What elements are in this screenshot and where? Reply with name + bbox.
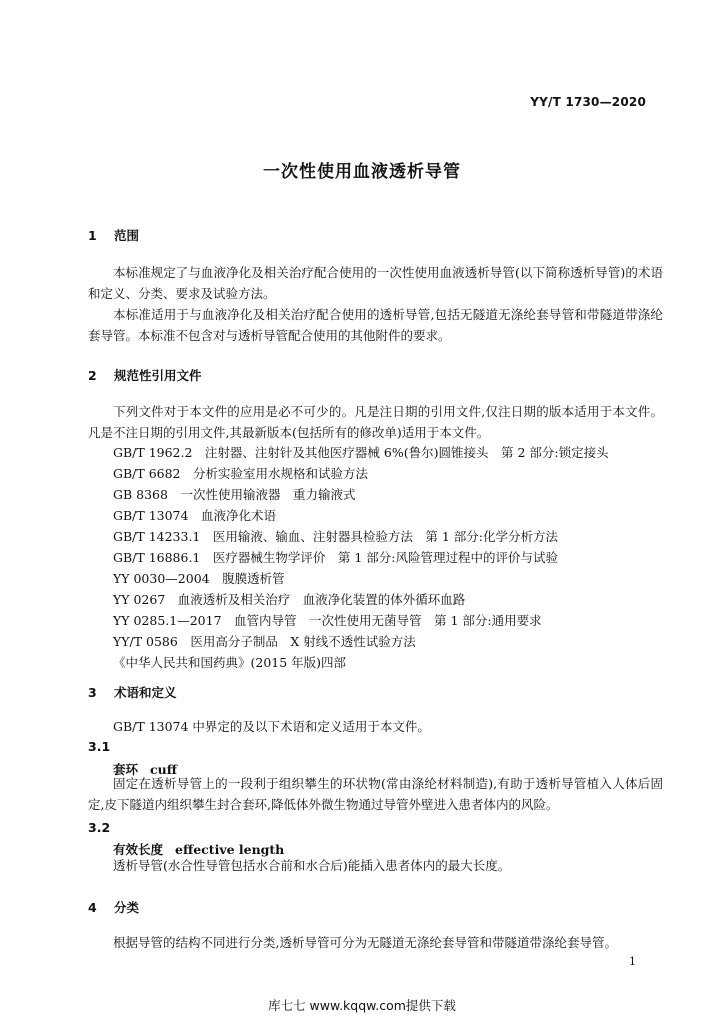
term-number: 3.1 <box>88 739 111 754</box>
reference-item: GB/T 16886.1 医疗器械生物学评价 第 1 部分:风险管理过程中的评价与试验 <box>113 550 558 565</box>
section-number: 4 <box>88 900 97 915</box>
reference-item: 《中华人民共和国药典》(2015 年版)四部 <box>113 655 347 670</box>
section-title: 规范性引用文件 <box>114 368 202 383</box>
section-1-paragraph-1: 本标准规定了与血液净化及相关治疗配合使用的一次性使用血液透析导管(以下简称透析导管)的术语和定义、分类、要求及试验方法。 <box>88 265 663 301</box>
reference-item: YY 0267 血液透析及相关治疗 血液净化装置的体外循环血路 <box>113 592 466 607</box>
term-definition: 透析导管(水合性导管包括水合前和水合后)能插入患者体内的最大长度。 <box>113 858 511 873</box>
term-number: 3.2 <box>88 820 111 835</box>
section-title: 范围 <box>114 228 140 243</box>
section-title: 术语和定义 <box>114 685 177 700</box>
reference-item: GB/T 1962.2 注射器、注射针及其他医疗器械 6%(鲁尔)圆锥接头 第 2 部分:锁定接头 <box>113 445 609 460</box>
term-definition: 固定在透析导管上的一段利于组织攀生的环状物(常由涤纶材料制造),有助于透析导管植入人体后固定,皮下隧道内组织攀生封合套环,降低体外微生物通过导管外壁进入患者体内的风险。 <box>88 776 663 812</box>
section-2-heading <box>88 366 202 384</box>
reference-item: YY/T 0586 医用高分子制品 X 射线不透性试验方法 <box>113 634 416 649</box>
section-1-paragraph-2: 本标准适用于与血液净化及相关治疗配合使用的透析导管,包括无隧道无涤纶套导管和带隧道带涤纶套导管。本标准不包含对与透析导管配合使用的其他附件的要求。 <box>88 307 663 343</box>
term-chinese: 有效长度 <box>113 842 164 857</box>
section-4-heading <box>88 898 139 916</box>
reference-item: GB/T 14233.1 医用输液、输血、注射器具检验方法 第 1 部分:化学分析方法 <box>113 529 558 544</box>
reference-item: GB/T 13074 血液净化术语 <box>113 508 276 523</box>
term-chinese: 套环 <box>113 762 139 777</box>
section-2-intro: 下列文件对于本文件的应用是必不可少的。凡是注日期的引用文件,仅注日期的版本适用于本文件。凡是不注日期的引用文件,其最新版本(包括所有的修改单)适用于本文件。 <box>88 404 663 440</box>
section-number: 1 <box>88 228 97 243</box>
download-footer: 库七七 www.kqqw.com提供下载 <box>268 998 456 1013</box>
term-english: effective length <box>175 842 285 857</box>
section-3-heading <box>88 683 177 701</box>
section-number: 3 <box>88 685 97 700</box>
term-english: cuff <box>150 762 177 777</box>
section-3-intro: GB/T 13074 中界定的及以下术语和定义适用于本文件。 <box>113 719 430 734</box>
section-4-paragraph: 根据导管的结构不同进行分类,透析导管可分为无隧道无涤纶套导管和带隧道带涤纶套导管。 <box>113 935 617 950</box>
document-title: 一次性使用血液透析导管 <box>263 162 461 182</box>
section-title: 分类 <box>114 900 140 915</box>
section-1-heading <box>88 226 139 244</box>
reference-item: YY 0030—2004 腹膜透析管 <box>113 571 285 586</box>
reference-item: GB 8368 一次性使用输液器 重力输液式 <box>113 487 356 502</box>
reference-item: YY 0285.1—2017 血管内导管 一次性使用无菌导管 第 1 部分:通用要求 <box>113 613 542 628</box>
reference-item: GB/T 6682 分析实验室用水规格和试验方法 <box>113 466 369 481</box>
page-number: 1 <box>629 955 636 968</box>
standard-code: YY/T 1730—2020 <box>530 95 646 109</box>
section-number: 2 <box>88 368 97 383</box>
